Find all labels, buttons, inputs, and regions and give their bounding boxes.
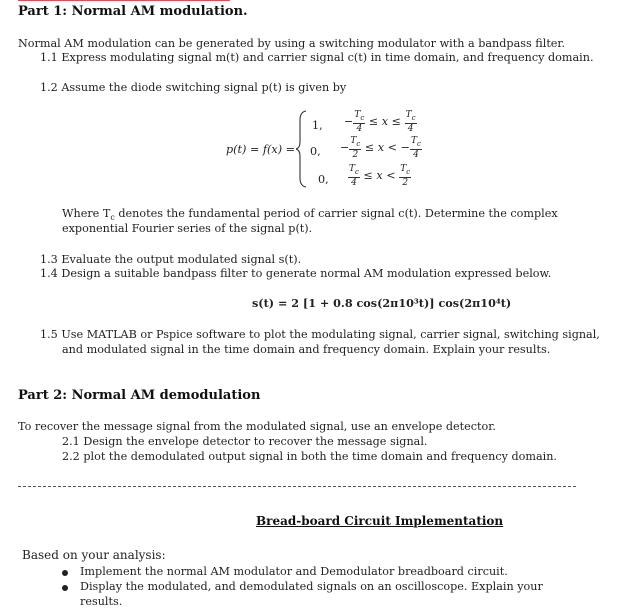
- breadboard-heading: Bread-board Circuit Implementation: [256, 514, 504, 528]
- section-divider: [18, 486, 576, 487]
- bullet-icon: [62, 585, 68, 591]
- row1-condition: − $\frac{T_c}{4}$ ≤ x ≤ $\frac{T_c}{4}$: [344, 110, 416, 134]
- question-1-4: 1.4 Design a suitable bandpass filter to generate normal AM modulation expressed below.: [40, 267, 552, 280]
- question-2-1: 2.1 Design the envelope detector to recover the message signal.: [62, 435, 428, 448]
- breadboard-bullet-2-line-1: Display the modulated, and demodulated signals on an oscilloscope. Explain your: [80, 580, 543, 593]
- row3-value: 0,: [318, 173, 329, 186]
- part2-heading: Part 2: Normal AM demodulation: [18, 388, 261, 403]
- question-1-3: 1.3 Evaluate the output modulated signal s(t).: [40, 253, 302, 266]
- part1-intro: Normal AM modulation can be generated by using a switching modulator with a bandpass filter.: [18, 37, 566, 50]
- row3-condition: $\frac{T_c}{4}$ ≤ x < $\frac{T_c}{2}$: [349, 164, 411, 188]
- question-1-5-line-2: and modulated signal in the time domain and frequency domain. Explain your results.: [62, 343, 551, 356]
- breadboard-bullet-1: Implement the normal AM modulator and Demodulator breadboard circuit.: [80, 565, 508, 578]
- breadboard-bullet-2-line-2: results.: [80, 595, 123, 608]
- breadboard-lead: Based on your analysis:: [22, 548, 166, 562]
- where-line-2: exponential Fourier series of the signal p(t).: [62, 222, 313, 235]
- bullet-icon: [62, 570, 68, 576]
- top-accent-line: [18, 0, 230, 1]
- where-line-1: Where $T_c$ denotes the fundamental period of carrier signal c(t). Determine the complex: [62, 207, 558, 223]
- part2-intro: To recover the message signal from the modulated signal, use an envelope detector.: [18, 420, 496, 433]
- row2-value: 0,: [310, 145, 321, 158]
- question-1-5-line-1: 1.5 Use MATLAB or Pspice software to plot the modulating signal, carrier signal, switching signal,: [40, 328, 600, 341]
- part1-heading: Part 1: Normal AM modulation.: [18, 4, 248, 19]
- row1-value: 1,: [312, 119, 323, 132]
- question-1-2: 1.2 Assume the diode switching signal p(t) is given by: [40, 81, 347, 94]
- row2-condition: − $\frac{T_c}{2}$ ≤ x < − $\frac{T_c}{4}$: [340, 136, 421, 160]
- question-1-1: 1.1 Express modulating signal m(t) and carrier signal c(t) in time domain, and frequency domain.: [40, 51, 594, 64]
- question-2-2: 2.2 plot the demodulated output signal in both the time domain and frequency domain.: [62, 450, 557, 463]
- equation-lhs: p(t) = f(x) =: [226, 143, 295, 156]
- st-equation: s(t) = 2 [1 + 0.8 cos(2π10³t)] cos(2π10⁴t): [252, 296, 512, 310]
- brace-symbol: [296, 110, 308, 188]
